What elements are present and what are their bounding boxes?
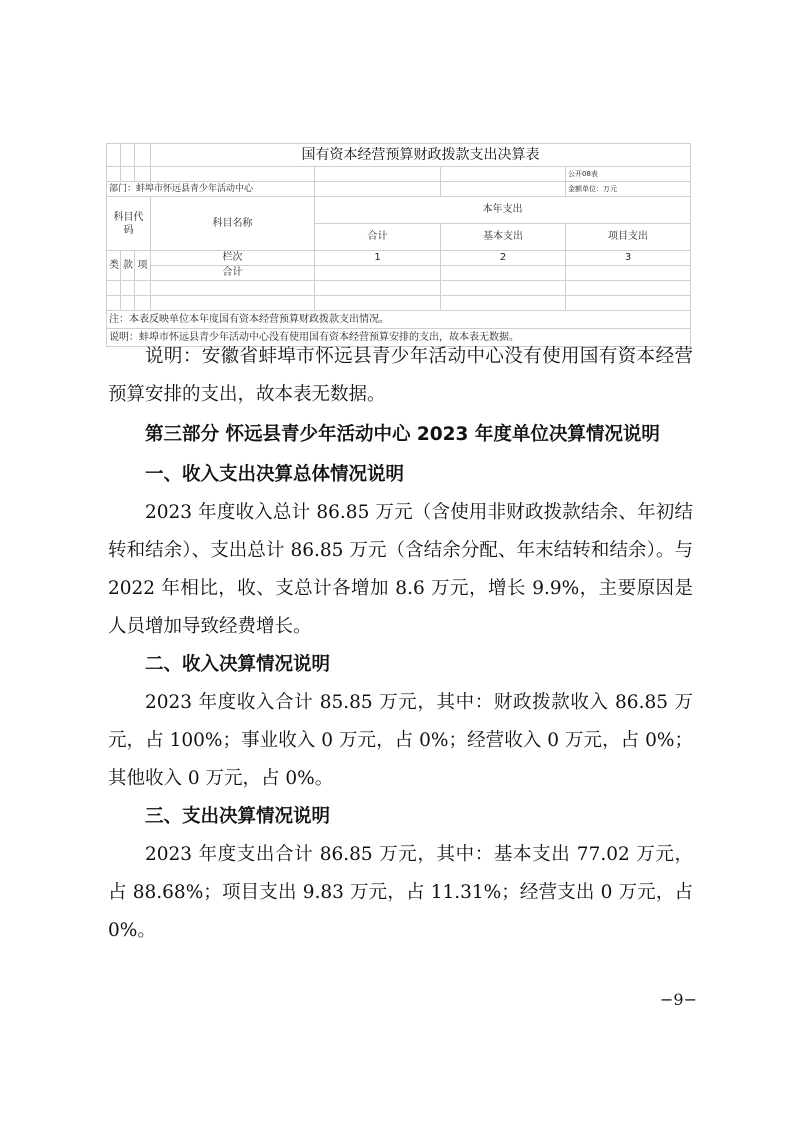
sub-column-item: 项 [135,251,151,281]
table-title: 国有资本经营预算财政拨款支出决算表 [151,144,691,167]
table-remark: 说明：蚌埠市怀远县青少年活动中心没有使用国有资本经营预算安排的支出，故本表无数据。 [107,329,691,347]
row-column-index-label: 栏次 [151,251,315,266]
unit-label: 金额单位：万元 [566,182,691,197]
section-heading-2: 二、收入决算情况说明 [145,654,331,675]
document-body [108,338,693,950]
sub-column-section: 款 [121,251,135,281]
column-index-3: 3 [566,251,691,266]
sub-column-category: 类 [107,251,121,281]
column-index-2: 2 [441,251,566,266]
form-number: 公开08表 [566,167,691,182]
section-heading-1: 一、收入支出决算总体情况说明 [145,464,405,485]
section-paragraph-1: 2023 年度收入总计 86.85 万元（含使用非财政拨款结余、年初结转和结余）、支出总计 86.85 万元（含结余分配、年末结转和结余）。与 2022 年相比，收、支总计各增加 8.6 万元，增长 9.9%，主要原因是人员增加导致经费增长。 [108,502,693,637]
column-total: 合计 [315,224,441,251]
state-capital-expense-table [106,143,691,347]
column-subject-code: 科目代码 [107,197,151,251]
department-label: 部门：蚌埠市怀远县青少年活动中心 [107,182,315,197]
column-basic-expense: 基本支出 [441,224,566,251]
page-number: −9− [660,990,697,1009]
column-index-1: 1 [315,251,441,266]
part-three-title: 第三部分 怀远县青少年活动中心 2023 年度单位决算情况说明 [145,424,660,445]
column-year-expense: 本年支出 [315,197,691,224]
section-paragraph-3: 2023 年度支出合计 86.85 万元，其中：基本支出 77.02 万元，占 88.68%；项目支出 9.83 万元，占 11.31%；经营支出 0 万元，占 0%。 [108,844,693,941]
section-paragraph-2: 2023 年度收入合计 85.85 万元，其中：财政拨款收入 86.85 万元，占 100%；事业收入 0 万元，占 0%；经营收入 0 万元，占 0%；其他收入 0 万元，占 0%。 [108,692,693,789]
explain-paragraph: 说明：安徽省蚌埠市怀远县青少年活动中心没有使用国有资本经营预算安排的支出，故本表无数据。 [108,346,693,405]
column-subject-name: 科目名称 [151,197,315,251]
section-heading-3: 三、支出决算情况说明 [145,806,331,827]
column-project-expense: 项目支出 [566,224,691,251]
table-note: 注：本表反映单位本年度国有资本经营预算财政拨款支出情况。 [107,311,691,329]
row-total-label: 合计 [151,266,315,281]
